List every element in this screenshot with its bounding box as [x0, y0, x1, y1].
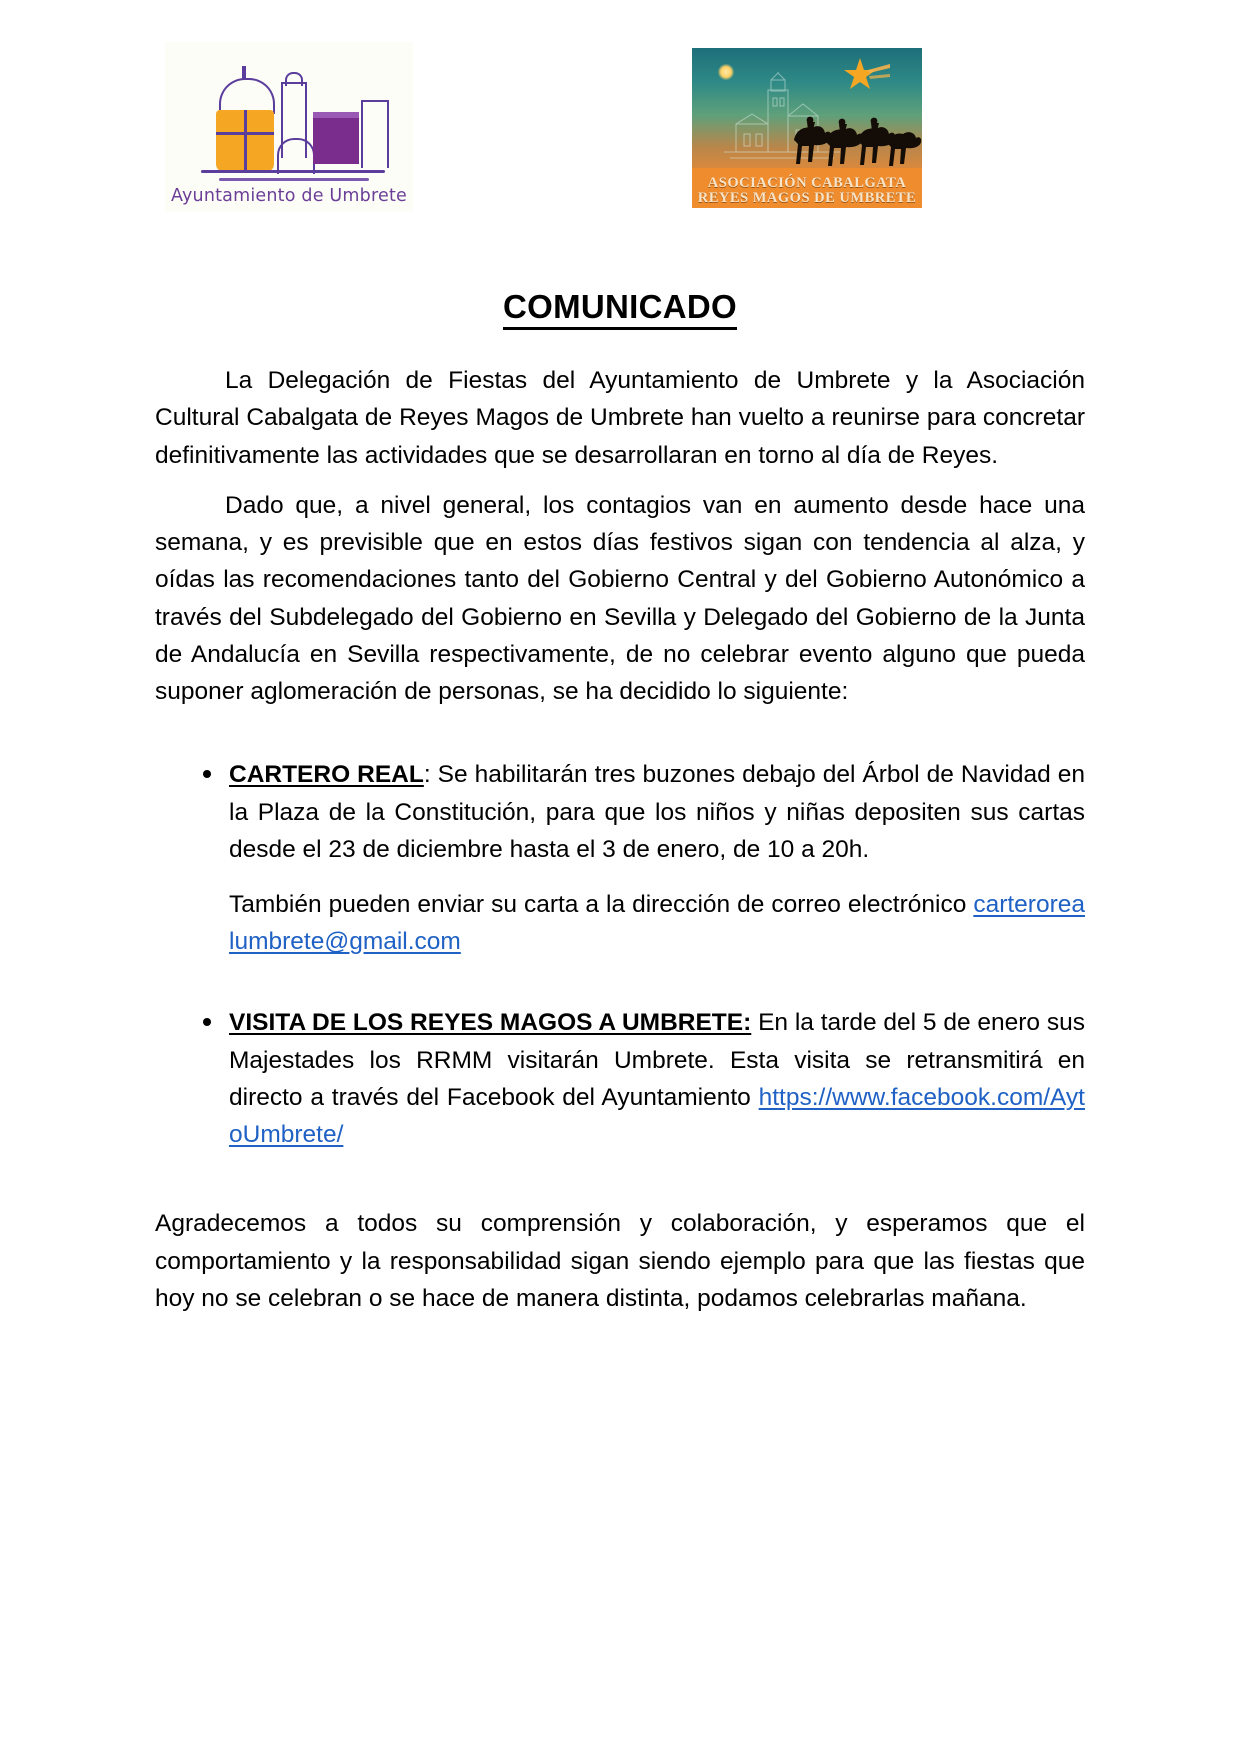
bullet-visita-reyes-heading: VISITA DE LOS REYES MAGOS A UMBRETE:: [229, 1009, 752, 1037]
cabalgata-logo-caption: [692, 176, 922, 206]
closing-paragraph: Agradecemos a todos su comprensión y colaboración, y esperamos que el comportamiento y la responsabilidad sigan siendo ejemplo para que las fiestas que hoy no se celebran o se hace de manera distinta, podamos celebrarlas mañana.: [155, 1210, 1085, 1312]
umbrete-church-sketch-icon: [189, 72, 389, 184]
bullet-cartero-real-email-text: [229, 886, 1085, 960]
list-item: [203, 756, 1085, 960]
bullet-visita-reyes-text: [229, 1004, 1085, 1153]
paragraph-intro: La Delegación de Fiestas del Ayuntamiento de Umbrete y la Asociación Cultural Cabalgata de Reyes Magos de Umbrete han vuelto a reunirse para concretar definitivamente las actividades que se desarrollaran en torno al día de Reyes.: [155, 367, 1085, 469]
list-item: [203, 1004, 1085, 1153]
bullet-cartero-real-heading: CARTERO REAL: [229, 761, 424, 789]
logo-header-row: [0, 0, 1240, 230]
bullet-cartero-real-separator: :: [423, 761, 431, 789]
document-body: [0, 282, 1240, 1317]
paragraph-context: Dado que, a nivel general, los contagios van en aumento desde hace una semana, y es previsible que en estos días festivos sigan con tendencia al alza, y oídas las recomendaciones tanto del Gobierno Central y del Gobierno Autonómico a través del Subdelegado del Gobierno en Sevilla y Delegado del Gobierno de la Junta de Andalucía en Sevilla respectivamente, de no celebrar evento alguno que pueda suponer aglomeración de personas, se ha decidido lo siguiente:: [155, 491, 1085, 706]
cabalgata-caption-line-2: REYES MAGOS DE UMBRETE: [697, 190, 917, 207]
shooting-star-icon: [842, 56, 890, 104]
bullet-cartero-real-text: [229, 756, 1085, 868]
bullet-visita-reyes-body: En la tarde del 5 de enero sus Majestades los RRMM visitarán Umbrete. Esta visita se retransmitirá en directo a través del Facebook del Ayuntamiento: [229, 1009, 1085, 1111]
decisions-list: [155, 756, 1085, 1153]
page-title-text: COMUNICADO: [503, 288, 737, 330]
asociacion-cabalgata-reyes-magos-logo: [692, 48, 922, 208]
ayuntamiento-logo-caption: Ayuntamiento de Umbrete: [170, 186, 407, 206]
closing-section: [155, 1205, 1085, 1317]
facebook-ayuntamiento-link[interactable]: https://www.facebook.com/AytoUmbrete/: [229, 1083, 1085, 1149]
page-title: [155, 282, 1085, 332]
cartero-real-email-link[interactable]: carterorealumbrete@gmail.com: [229, 890, 1085, 956]
ayuntamiento-de-umbrete-logo: [165, 42, 413, 212]
email-intro-text: También pueden enviar su carta a la dirección de correo electrónico: [229, 890, 974, 918]
cabalgata-caption-line-1: ASOCIACIÓN CABALGATA: [707, 175, 907, 192]
bullet-cartero-real-body: Se habilitarán tres buzones debajo del Árbol de Navidad en la Plaza de la Constitución, para que los niños y niñas depositen sus cartas desde el 23 de diciembre hasta el 3 de enero, de 10 a 20h.: [229, 761, 1085, 863]
